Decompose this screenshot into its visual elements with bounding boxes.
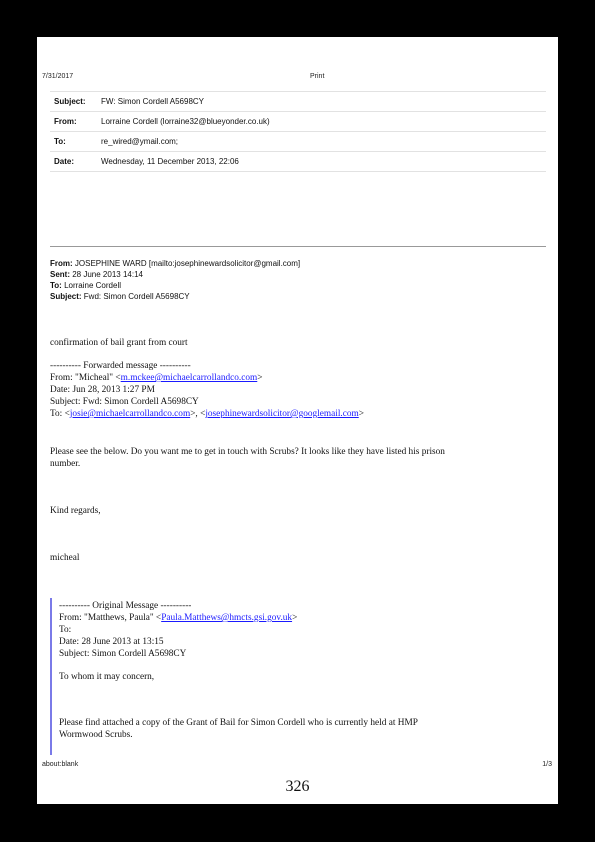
- fm-from-line: [50, 372, 364, 384]
- page-number: 326: [285, 778, 310, 795]
- print-title: Print: [310, 73, 325, 80]
- fm-from-email-link[interactable]: m.mckee@michaelcarrollandco.com: [120, 373, 258, 383]
- meta-to-value: re_wired@ymail.com;: [101, 137, 179, 146]
- fm-to-email1-link[interactable]: josie@michaelcarrollandco.com: [69, 409, 191, 419]
- fm-subject-line: Subject: Fwd: Simon Cordell A5698CY: [50, 397, 199, 407]
- fwd-subject-value: Fwd: Simon Cordell A5698CY: [83, 292, 190, 301]
- forward-header: [50, 258, 546, 302]
- forwarded-message-block: [50, 360, 364, 420]
- original-marker: ---------- Original Message ----------: [59, 601, 192, 611]
- meta-row-date: [50, 151, 546, 172]
- print-date: 7/31/2017: [42, 73, 74, 80]
- fwd-to-label: To:: [50, 281, 62, 290]
- body-paragraph: [50, 446, 550, 470]
- q-para-line1: Please find attached a copy of the Grant of Bail for Simon Cordell who is currently held at HMP: [59, 718, 418, 728]
- fm-to-line: [50, 408, 364, 420]
- fwd-sent-label: Sent:: [50, 270, 70, 279]
- fm-to-prefix: To: <: [50, 409, 70, 419]
- intro-text: confirmation of bail grant from court: [50, 338, 188, 348]
- fwd-sent-value: 28 June 2013 14:14: [72, 270, 143, 279]
- meta-row-subject: [50, 91, 546, 111]
- quoted-header-block: [59, 600, 297, 660]
- fwd-from-value: JOSEPHINE WARD [mailto:josephinewardsolicitor@gmail.com]: [74, 259, 301, 268]
- q-to-line: To:: [59, 625, 72, 635]
- q-from-prefix: From: "Matthews, Paula" <: [59, 613, 162, 623]
- fm-to-email2-link[interactable]: josephinewardsolicitor@googlemail.com: [205, 409, 359, 419]
- q-from-email-link[interactable]: Paula.Matthews@hmcts.gsi.gov.uk: [161, 613, 293, 623]
- footer-url: about:blank: [42, 761, 79, 768]
- q-date-line: Date: 28 June 2013 at 13:15: [59, 637, 164, 647]
- fm-to-suffix: >: [358, 409, 364, 419]
- q-greeting: To whom it may concern,: [59, 672, 155, 682]
- regards-text: Kind regards,: [50, 506, 101, 516]
- signature-text: micheal: [50, 553, 80, 563]
- fm-date-line: Date: Jun 28, 2013 1:27 PM: [50, 385, 155, 395]
- meta-date-value: Wednesday, 11 December 2013, 22:06: [101, 157, 239, 166]
- fwd-to-value: Lorraine Cordell: [64, 281, 121, 290]
- fm-from-suffix: >: [257, 373, 263, 383]
- meta-from-label: From:: [54, 117, 77, 126]
- forwarded-marker: ---------- Forwarded message ----------: [50, 361, 191, 371]
- para1-line2: number.: [50, 459, 81, 469]
- meta-date-label: Date:: [54, 157, 75, 166]
- fm-from-prefix: From: "Micheal" <: [50, 373, 121, 383]
- fwd-from-label: From:: [50, 259, 73, 268]
- fwd-subject-label: Subject:: [50, 292, 82, 301]
- q-para-line2: Wormwood Scrubs.: [59, 730, 133, 740]
- q-subject-line: Subject: Simon Cordell A5698CY: [59, 649, 187, 659]
- document-page: [37, 37, 558, 804]
- q-paragraph: [59, 717, 549, 741]
- meta-to-label: To:: [54, 137, 66, 146]
- para1-line1: Please see the below. Do you want me to get in touch with Scrubs? It looks like they have listed his prison: [50, 447, 445, 457]
- divider: [50, 246, 546, 247]
- meta-from-value: Lorraine Cordell (lorraine32@blueyonder.co.uk): [101, 117, 270, 126]
- meta-subject-value: FW: Simon Cordell A5698CY: [101, 97, 205, 106]
- footer-page-count: 1/3: [542, 761, 552, 768]
- quote-bar: [50, 598, 52, 755]
- meta-row-from: [50, 111, 546, 131]
- fm-to-mid: >, <: [190, 409, 206, 419]
- email-meta-table: [50, 91, 546, 172]
- meta-row-to: [50, 131, 546, 151]
- q-from-line: [59, 612, 297, 624]
- q-from-suffix: >: [292, 613, 298, 623]
- meta-subject-label: Subject:: [54, 97, 86, 106]
